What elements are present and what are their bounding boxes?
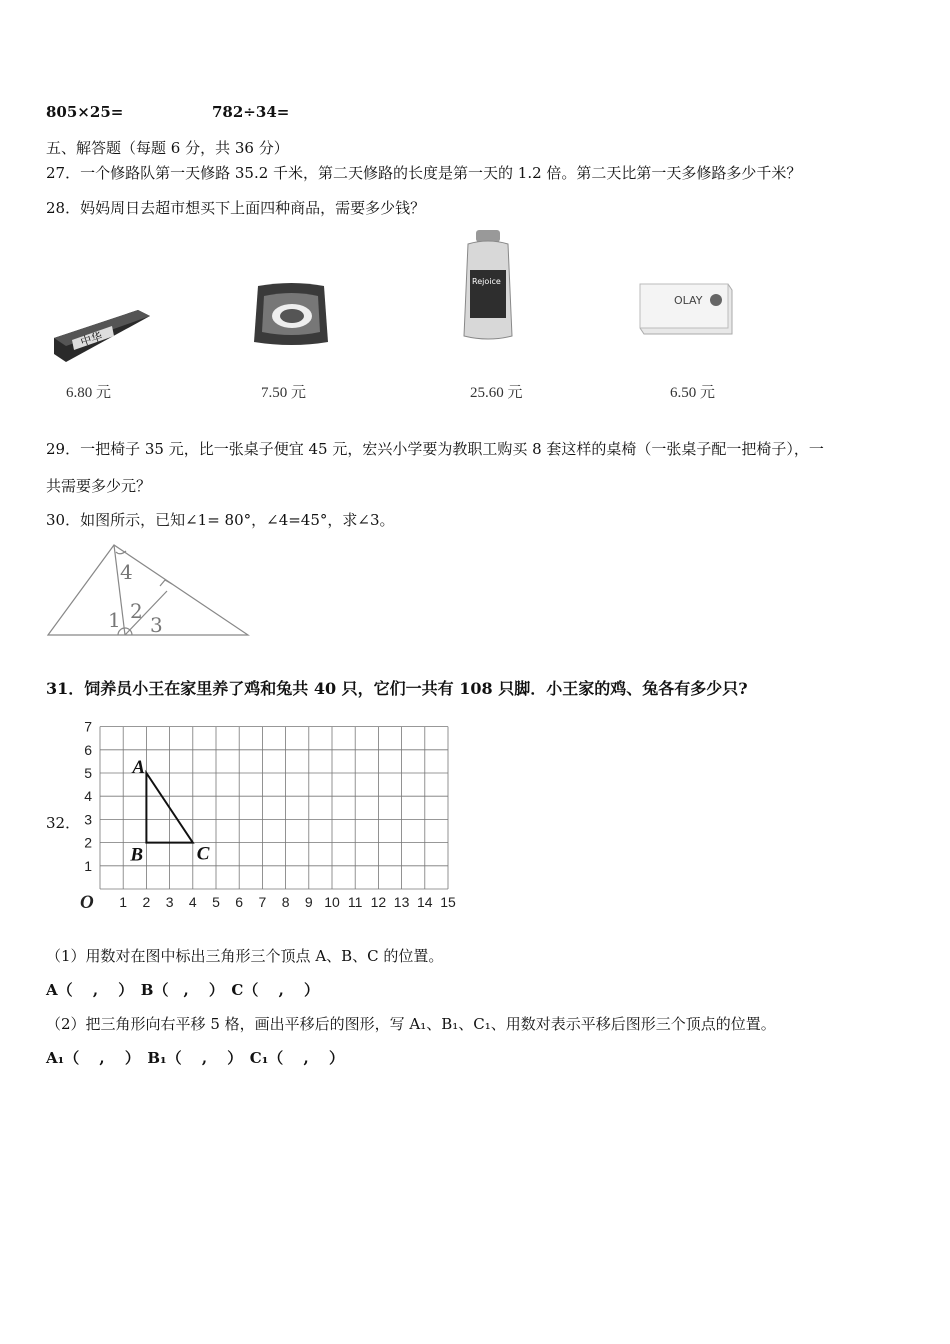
y-tick-label: 5	[84, 765, 92, 781]
x-tick-label: 6	[235, 894, 244, 910]
question-30: 30．如图所示，已知∠1= 80°，∠4=45°，求∠3。	[46, 511, 395, 529]
coordinate-grid	[76, 714, 466, 914]
y-tick-label: 7	[84, 718, 92, 735]
question-27: 27．一个修路队第一天修路 35.2 千米，第二天修路的长度是第一天的 1.2 倍。第二天比第一天多修路多少千米？	[46, 164, 802, 182]
svg-text:OLAY: OLAY	[674, 294, 703, 307]
question-29-line1: 29．一把椅子 35 元，比一张桌子便宜 45 元，宏兴小学要为教职工购买 8 套这样的桌椅（一张桌子配一把椅子），一	[46, 440, 824, 458]
x-tick-label: 14	[417, 894, 433, 910]
x-tick-label: 15	[440, 894, 456, 910]
question-28: 28．妈妈周日去超市想买下上面四种商品，需要多少钱？	[46, 199, 426, 217]
part-1: （1）用数对在图中标出三角形三个顶点 A、B、C 的位置。	[46, 947, 444, 965]
x-tick-label: 5	[212, 894, 220, 910]
calc-1: 805×25=	[46, 103, 124, 121]
x-tick-label: 4	[188, 894, 197, 910]
vertex-label-a: A	[132, 757, 146, 778]
price-4: 6.50 元	[670, 385, 716, 401]
x-tick-label: 3	[165, 894, 174, 910]
price-3: 25.60 元	[470, 385, 523, 401]
price-2: 7.50 元	[261, 385, 307, 401]
part-1-answer: A（ , ） B（ , ） C（ , ）	[46, 981, 320, 999]
part-2-answer: A₁（ , ） B₁（ , ） C₁（ , ）	[46, 1049, 344, 1067]
toothpaste-image	[52, 302, 154, 364]
detergent-image	[252, 278, 330, 350]
y-tick-label: 3	[84, 811, 92, 828]
y-tick-label: 4	[84, 788, 92, 805]
angle-figure	[44, 542, 254, 642]
vertex-label-c: C	[196, 843, 210, 865]
x-tick-label: 1	[119, 894, 128, 910]
x-tick-label: 8	[281, 894, 290, 910]
angle-label-4: 4	[120, 560, 133, 584]
vertex-label-b: B	[130, 844, 144, 866]
angle-label-3: 3	[150, 613, 163, 637]
y-tick-label: 2	[84, 834, 92, 851]
shampoo-image	[458, 228, 518, 342]
angle-label-1: 1	[108, 608, 121, 632]
part-2: （2）把三角形向右平移 5 格，画出平移后的图形，写 A₁、B₁、C₁、用数对表示平移后图形三个顶点的位置。	[46, 1015, 776, 1033]
question-32-number: 32．	[46, 814, 81, 832]
x-tick-label: 11	[347, 894, 363, 910]
soap-image	[636, 280, 736, 338]
question-31: 31．饲养员小王在家里养了鸡和兔共 40 只，它们一共有 108 只脚．小王家的鸡、兔各有多少只?	[46, 679, 748, 698]
x-tick-label: 9	[304, 894, 313, 910]
svg-text:Rejoice: Rejoice	[472, 277, 501, 286]
question-29-line2: 共需要多少元？	[46, 477, 152, 495]
x-tick-label: 12	[370, 894, 387, 910]
angle-label-2: 2	[130, 599, 143, 623]
y-tick-label: 6	[84, 741, 92, 758]
x-tick-label: 7	[258, 894, 267, 910]
x-tick-label: 2	[142, 894, 151, 910]
section-title: 五、解答题（每题 6 分，共 36 分）	[46, 139, 289, 157]
x-tick-label: 13	[393, 894, 410, 910]
x-tick-label: 10	[324, 894, 340, 910]
calc-2: 782÷34=	[212, 103, 290, 121]
price-1: 6.80 元	[66, 385, 112, 401]
origin-label: O	[80, 892, 94, 913]
y-tick-label: 1	[84, 857, 92, 874]
svg-text:中华: 中华	[78, 329, 104, 349]
